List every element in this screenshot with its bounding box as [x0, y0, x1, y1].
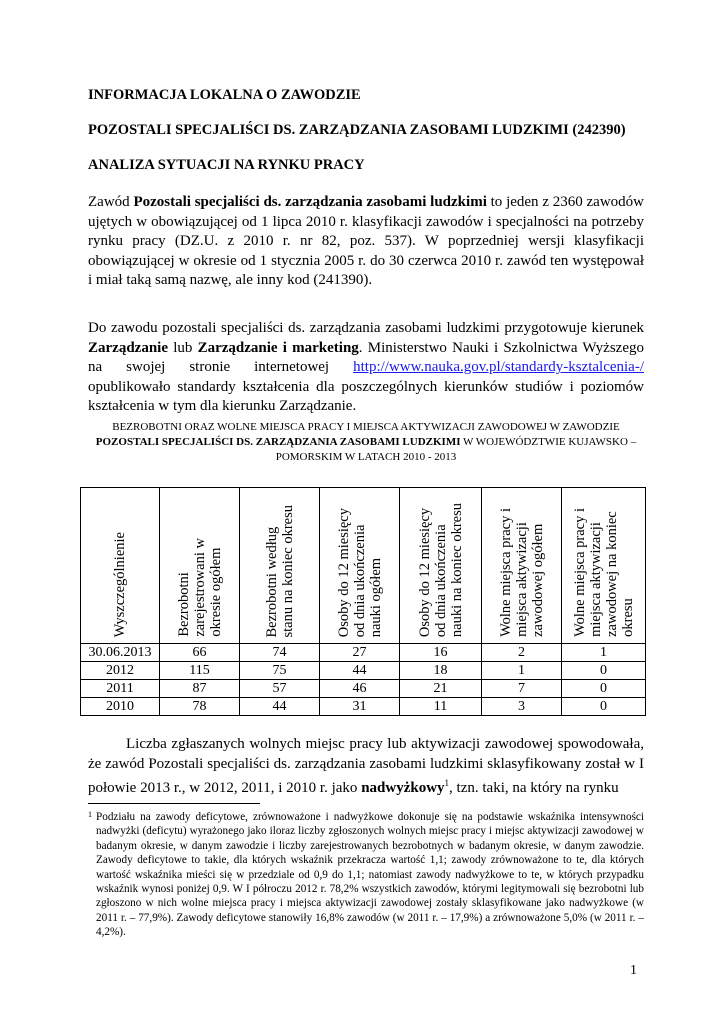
section-title: ANALIZA SYTUACJI NA RYNKU PRACY [88, 157, 365, 173]
table-cell: 31 [320, 698, 400, 716]
table-cell: 18 [400, 662, 482, 680]
table-cell: 44 [240, 698, 320, 716]
table-cell: 2010 [81, 698, 160, 716]
table-cell: 74 [240, 644, 320, 662]
table-cell: 2 [482, 644, 562, 662]
footnote-text: Podziału na zawody deficytowe, zrównoważone i nadwyżkowe dokonuje się na podstawie wskaźnika intensywności nadwyżki (deficytu) wyrażonego jako iloraz liczby zgłoszonych wolnych miejsc pracy i miejsc aktywizacji zawodowej w badanym okresie, w danym zawodzie i liczby zarejestrowanych bezrobotnych w badanym okresie, w danym zawodzie. Zawody deficytowe to takie, dla których wskaźnik przekracza wartość 1,1; zawody zrównoważone to te, dla których wartość wskaźnika mieści się w przedziale od 0,9 do 1,1; natomiast zawody nadwyżkowe to te, w których przypadku wskaźnik wynosi poniżej 0,9. W I półroczu 2012 r. 78,2% wszystkich zawodów, którymi legitymowali się bezrobotni lub zgłoszono w nich wolne miejsca pracy i miejsca aktywizacji zawodowej zostały sklasyfikowane jako nadwyżkowe (w 2011 r. – 77,9%). Zawody deficytowe stanowiły 16,8% zawodów (w 2011 r. – 17,9%) a zrównoważone 5,0% (w 2011 r. – 4,2%). [96, 811, 644, 939]
table-cell: 2012 [81, 662, 160, 680]
table-cell: 0 [562, 680, 646, 698]
column-header: Osoby do 12 miesięcy od dnia ukończenia nauki ogółem [320, 488, 400, 644]
column-header: Bezrobotni według stanu na koniec okresu [240, 488, 320, 644]
footnote-mark: 1 [88, 810, 92, 819]
table-row [81, 644, 646, 662]
table-cell: 2011 [81, 680, 160, 698]
ministry-link[interactable]: http://www.nauka.gov.pl/standardy-ksztalcenia-/ [353, 359, 644, 376]
column-header: Wolne miejsca pracy i miejsca aktywizacji zawodowej ogółem [482, 488, 562, 644]
table-cell: 16 [400, 644, 482, 662]
footnote-reference[interactable]: 1 [444, 778, 450, 789]
table-cell: 87 [160, 680, 240, 698]
table-cell: 78 [160, 698, 240, 716]
column-header: Bezrobotni zarejestrowani w okresie ogółem [160, 488, 240, 644]
table-cell: 3 [482, 698, 562, 716]
table-row [81, 680, 646, 698]
classification-paragraph: Liczba zgłaszanych wolnych miejsc pracy lub aktywizacji zawodowej spowodowała, że zawód Pozostali specjaliści ds. zarządzania zasobami ludzkimi sklasyfikowany został w I połowie 2013 r., w 2012, 2011, i 2010 r. jako nadwyżkowy$^1$, tzn. taki, na który na rynku [88, 736, 644, 797]
table-cell: 66 [160, 644, 240, 662]
table-cell: 46 [320, 680, 400, 698]
table-cell: 1 [482, 662, 562, 680]
table-caption: BEZROBOTNI ORAZ WOLNE MIEJSCA PRACY I MIEJSCA AKTYWIZACJI ZAWODOWEJ W ZAWODZIE POZOSTALI SPECJALIŚCI DS. ZARZĄDZANIA ZASOBAMI LUDZKIMI W WOJEWÓDZTWIE KUJAWSKO – POMORSKIM W LATACH 2010 - 2013 [95, 421, 637, 463]
occupation-title: POZOSTALI SPECJALIŚCI DS. ZARZĄDZANIA ZASOBAMI LUDZKIMI (242390) [88, 122, 626, 138]
table-header-row [81, 488, 646, 644]
table-row [81, 662, 646, 680]
table-cell: 57 [240, 680, 320, 698]
table-cell: 1 [562, 644, 646, 662]
page-number: 1 [630, 963, 637, 978]
education-paragraph: Do zawodu pozostali specjaliści ds. zarządzania zasobami ludzkimi przygotowuje kierunek Zarządzanie lub Zarządzanie i marketing. Ministerstwo Nauki i Szkolnictwa Wyższego na swojej stronie internetowej http://www.nauka.gov.pl/standardy-ksztalcenia-/ opublikowało standardy kształcenia dla poszczególnych kierunków studiów i poziomów kształcenia w tym dla kierunku Zarządzanie. [88, 320, 644, 415]
table-cell: 21 [400, 680, 482, 698]
table-cell: 75 [240, 662, 320, 680]
table-cell: 27 [320, 644, 400, 662]
column-header: Wyszczególnienie [81, 488, 160, 644]
table-cell: 0 [562, 698, 646, 716]
table-cell: 7 [482, 680, 562, 698]
footnote [88, 810, 644, 940]
table-cell: 11 [400, 698, 482, 716]
table-cell: 115 [160, 662, 240, 680]
table-row [81, 698, 646, 716]
document-title: INFORMACJA LOKALNA O ZAWODZIE [88, 87, 361, 103]
footnote-separator [88, 803, 260, 804]
column-header: Wolne miejsca pracy i miejsca aktywizacji zawodowej na koniec okresu [562, 488, 646, 644]
table-cell: 0 [562, 662, 646, 680]
table-cell: 30.06.2013 [81, 644, 160, 662]
table-cell: 44 [320, 662, 400, 680]
statistics-table [80, 487, 646, 716]
intro-paragraph: Zawód Pozostali specjaliści ds. zarządzania zasobami ludzkimi to jeden z 2360 zawodów ujętych w obowiązującej od 1 lipca 2010 r. klasyfikacji zawodów i specjalności na potrzeby rynku pracy (DZ.U. z 2010 r. nr 82, poz. 537). W poprzedniej wersji klasyfikacji obowiązującej w okresie od 1 stycznia 2005 r. do 30 czerwca 2010 r. zawód ten występował i miał taką samą nazwę, ale inny kod (241390). [88, 194, 644, 289]
column-header: Osoby do 12 miesięcy od dnia ukończenia nauki na koniec okresu [400, 488, 482, 644]
